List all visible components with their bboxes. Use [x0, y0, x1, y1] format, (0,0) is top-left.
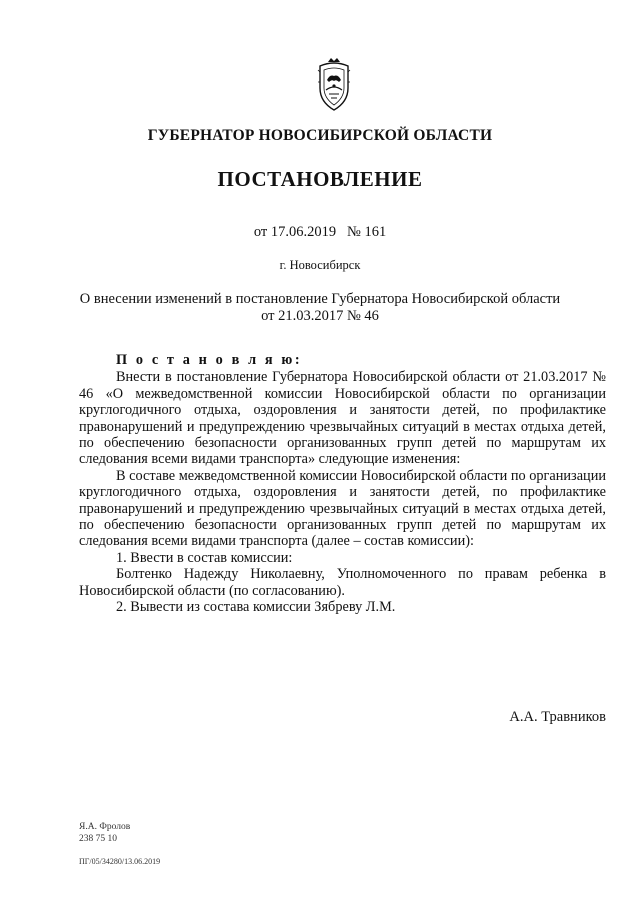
body-paragraph: Болтенко Надежду Николаевну, Уполномоченного по правам ребенка в Новосибирской области (по согласованию).: [79, 566, 606, 599]
body-paragraph: 2. Вывести из состава комиссии Зябреву Л.М.: [116, 599, 396, 616]
body-paragraph: В составе межведомственной комиссии Новосибирской области по организации круглогодичного отдыха, оздоровления и занятости детей, по профилактике правонарушений и предупреждению чрезвычайных ситуаций в местах отдыха детей, по обеспечению безопасности организованных групп детей по маршрутам их следования всеми видами транспорта (далее – состав комиссии):: [79, 467, 606, 550]
executor-name: Я.А. Фролов: [79, 822, 131, 832]
decree-word: П о с т а н о в л я ю:: [116, 352, 303, 368]
document-type-title: ПОСТАНОВЛЕНИЕ: [217, 167, 423, 191]
date-prefix: от: [253, 224, 268, 240]
signature: А.А. Травников: [509, 709, 606, 725]
subject-line-2: от 21.03.2017 № 46: [261, 308, 379, 324]
coat-of-arms-icon: [317, 58, 351, 114]
number-sign: №: [346, 224, 361, 240]
document-subject: [0, 291, 640, 325]
executor-phone: 238 75 10: [79, 834, 117, 844]
document-body: [79, 352, 606, 616]
executor-info: [79, 821, 130, 845]
authority-title: ГУБЕРНАТОР НОВОСИБИРСКОЙ ОБЛАСТИ: [147, 127, 493, 144]
document-date: 17.06.2019: [270, 224, 337, 240]
city-line: г. Новосибирск: [279, 258, 361, 272]
body-paragraph: Внести в постановление Губернатора Новосибирской области от 21.03.2017 № 46 «О межведомственной комиссии Новосибирской области по организации круглогодичного отдыха, оздоровления и занятости детей, по профилактике правонарушений и предупреждению чрезвычайных ситуаций в местах отдыха детей, по обеспечению безопасности организованных групп детей по маршрутам их следования всеми видами транспорта» следующие изменения:: [79, 369, 606, 468]
document-id: ПГ/05/34280/13.06.2019: [79, 857, 161, 866]
date-number-line: [0, 224, 640, 241]
subject-line-1: О внесении изменений в постановление Губернатора Новосибирской области: [79, 291, 561, 307]
document-number: 161: [364, 224, 387, 240]
body-paragraph: 1. Ввести в состав комиссии:: [116, 549, 293, 566]
